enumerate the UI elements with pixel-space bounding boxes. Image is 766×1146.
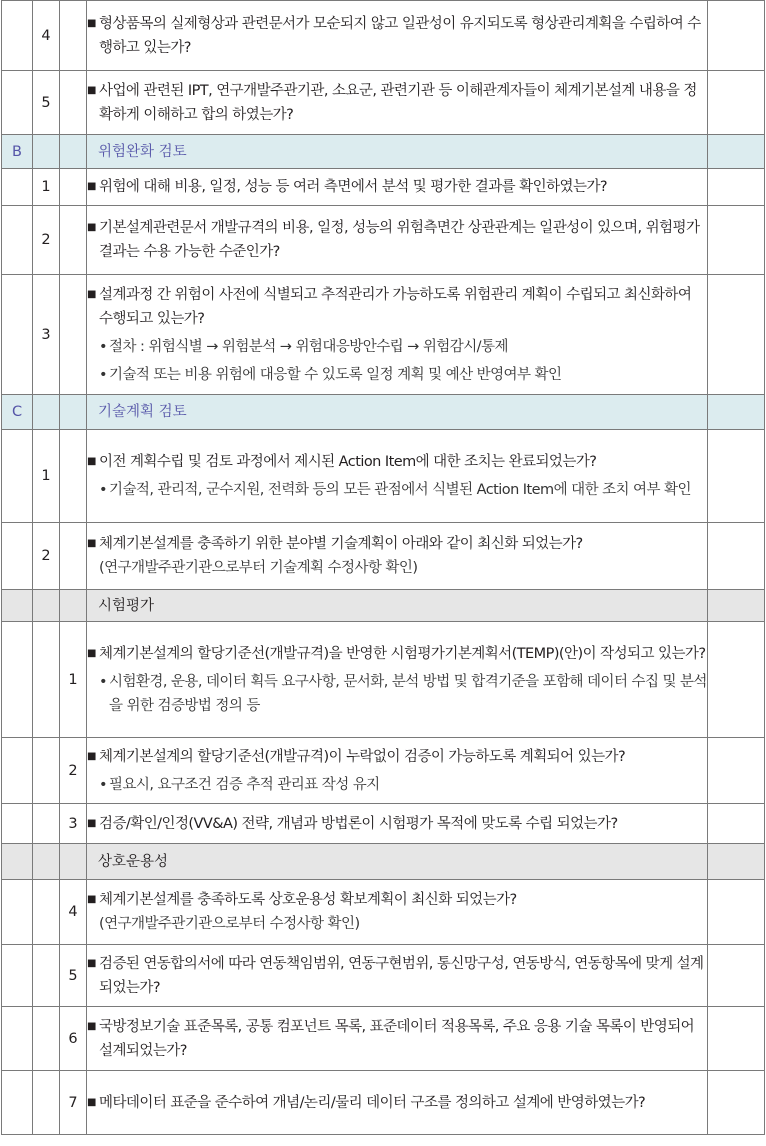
group-header-row [2, 590, 765, 622]
check-cell [708, 590, 765, 622]
item-content [87, 1, 708, 71]
section-title: 기술계획 검토 [87, 395, 708, 430]
empty-cell [2, 1007, 33, 1071]
bullet-point: • 필요시, 요구조건 검증 추적 관리표 작성 유지 [87, 773, 707, 797]
empty-cell [2, 1071, 33, 1135]
checklist-row [2, 738, 765, 804]
check-cell [708, 71, 765, 135]
empty-cell [33, 1007, 60, 1071]
check-cell [708, 169, 765, 206]
section-code: C [2, 395, 33, 430]
empty-cell [33, 738, 60, 804]
item-content [87, 71, 708, 135]
empty-cell [33, 135, 60, 169]
check-cell [708, 395, 765, 430]
empty-cell [33, 1071, 60, 1135]
question-text: ■ 검증/확인/인정(VV&A) 전략, 개념과 방법론이 시험평가 목적에 맞도록 수립 되었는가? [87, 812, 707, 836]
item-content [87, 1071, 708, 1135]
item-number: 3 [33, 275, 60, 395]
check-cell [708, 844, 765, 880]
check-cell [708, 738, 765, 804]
empty-cell [2, 804, 33, 844]
empty-cell [60, 206, 87, 275]
checklist-row [2, 804, 765, 844]
empty-cell [33, 880, 60, 945]
item-number: 2 [33, 523, 60, 590]
section-code [2, 590, 33, 622]
item-content [87, 738, 708, 804]
empty-cell [2, 430, 33, 523]
checklist-row [2, 275, 765, 395]
question-note: (연구개발주관기관으로부터 수정사항 확인) [99, 916, 360, 932]
question-text: ■ 체계기본설계를 충족하기 위한 분야별 기술계획이 아래와 같이 최신화 되었는가? [87, 532, 707, 556]
question-text: ■ 메타데이터 표준을 준수하여 개념/논리/물리 데이터 구조를 정의하고 설계에 반영하였는가? [87, 1091, 707, 1115]
item-content [87, 1007, 708, 1071]
empty-cell [2, 945, 33, 1007]
empty-cell [2, 880, 33, 945]
check-cell [708, 1, 765, 71]
empty-cell [2, 1, 33, 71]
empty-cell [33, 945, 60, 1007]
item-content [87, 523, 708, 590]
item-number: 2 [33, 206, 60, 275]
item-number: 6 [60, 1007, 87, 1071]
item-content [87, 206, 708, 275]
question-text: ■ 검증된 연동합의서에 따라 연동책임범위, 연동구현범위, 통신망구성, 연동방식, 연동항목에 맞게 설계되었는가? [87, 952, 707, 1000]
item-number: 4 [60, 880, 87, 945]
item-number: 5 [33, 71, 60, 135]
section-code: B [2, 135, 33, 169]
check-cell [708, 880, 765, 945]
checklist-body [2, 1, 765, 1135]
empty-cell [2, 206, 33, 275]
empty-cell [33, 590, 60, 622]
check-cell [708, 523, 765, 590]
question-text: ■ 기본설계관련문서 개발규격의 비용, 일정, 성능의 위험측면간 상관관계는 일관성이 있으며, 위험평가 결과는 수용 가능한 수준인가? [87, 216, 707, 264]
item-content [87, 622, 708, 738]
empty-cell [60, 523, 87, 590]
checklist-row [2, 169, 765, 206]
empty-cell [33, 395, 60, 430]
item-content [87, 275, 708, 395]
checklist-row [2, 1, 765, 71]
check-cell [708, 1007, 765, 1071]
group-title: 상호운용성 [87, 844, 708, 880]
item-number: 1 [33, 169, 60, 206]
question-text: ■ 위험에 대해 비용, 일정, 성능 등 여러 측면에서 분석 및 평가한 결과를 확인하였는가? [87, 175, 707, 199]
empty-cell [33, 622, 60, 738]
check-cell [708, 206, 765, 275]
question-text: ■ 체계기본설계의 할당기준선(개발규격)이 누락없이 검증이 가능하도록 계획되어 있는가? [87, 745, 707, 769]
empty-cell [60, 590, 87, 622]
checklist-row [2, 430, 765, 523]
item-content [87, 430, 708, 523]
checklist-row [2, 1007, 765, 1071]
group-header-row [2, 844, 765, 880]
empty-cell [33, 804, 60, 844]
empty-cell [60, 430, 87, 523]
section-header-row [2, 395, 765, 430]
bullet-point: • 시험환경, 운용, 데이터 획득 요구사항, 문서화, 분석 방법 및 합격기준을 포함해 데이터 수집 및 분석을 위한 검증방법 정의 등 [87, 670, 707, 718]
section-title: 위험완화 검토 [87, 135, 708, 169]
check-cell [708, 804, 765, 844]
check-cell [708, 945, 765, 1007]
question-text: ■ 체계기본설계를 충족하도록 상호운용성 확보계획이 최신화 되었는가? [87, 888, 707, 912]
empty-cell [60, 844, 87, 880]
empty-cell [2, 275, 33, 395]
check-cell [708, 275, 765, 395]
bullet-point: • 기술적, 관리적, 군수지원, 전력화 등의 모든 관점에서 식별된 Action Item에 대한 조치 여부 확인 [87, 478, 707, 502]
bullet-point: • 기술적 또는 비용 위험에 대응할 수 있도록 일정 계획 및 예산 반영여부 확인 [87, 363, 707, 387]
check-cell [708, 430, 765, 523]
item-number: 2 [60, 738, 87, 804]
item-number: 1 [60, 622, 87, 738]
question-text: ■ 설계과정 간 위험이 사전에 식별되고 추적관리가 가능하도록 위험관리 계획이 수립되고 최신화하여 수행되고 있는가? [87, 283, 707, 331]
item-number: 3 [60, 804, 87, 844]
question-note: (연구개발주관기관으로부터 기술계획 수정사항 확인) [99, 560, 418, 576]
group-title: 시험평가 [87, 590, 708, 622]
question-text: ■ 형상품목의 실제형상과 관련문서가 모순되지 않고 일관성이 유지되도록 형상관리계획을 수립하여 수행하고 있는가? [87, 12, 707, 60]
empty-cell [60, 395, 87, 430]
checklist-row [2, 622, 765, 738]
checklist-row [2, 945, 765, 1007]
checklist-row [2, 71, 765, 135]
check-cell [708, 622, 765, 738]
section-code [2, 844, 33, 880]
bullet-point: • 절차 : 위험식별 → 위험분석 → 위험대응방안수립 → 위험감시/통제 [87, 335, 707, 359]
item-number: 7 [60, 1071, 87, 1135]
empty-cell [60, 135, 87, 169]
empty-cell [60, 1, 87, 71]
checklist-table [1, 0, 765, 1135]
item-number: 5 [60, 945, 87, 1007]
question-text: ■ 사업에 관련된 IPT, 연구개발주관기관, 소요군, 관련기관 등 이해관계자들이 체계기본설계 내용을 정확하게 이해하고 합의 하였는가? [87, 79, 707, 127]
empty-cell [33, 844, 60, 880]
checklist-row [2, 523, 765, 590]
item-content [87, 804, 708, 844]
item-number: 1 [33, 430, 60, 523]
checklist-row [2, 1071, 765, 1135]
item-content [87, 880, 708, 945]
question-text: ■ 이전 계획수립 및 검토 과정에서 제시된 Action Item에 대한 조치는 완료되었는가? [87, 450, 707, 474]
empty-cell [2, 622, 33, 738]
question-text: ■ 국방정보기술 표준목록, 공통 컴포넌트 목록, 표준데이터 적용목록, 주요 응용 기술 목록이 반영되어 설계되었는가? [87, 1015, 707, 1063]
empty-cell [2, 71, 33, 135]
empty-cell [2, 169, 33, 206]
empty-cell [2, 523, 33, 590]
question-text: ■ 체계기본설계의 할당기준선(개발규격)을 반영한 시험평가기본계획서(TEMP)(안)이 작성되고 있는가? [87, 642, 707, 666]
empty-cell [60, 275, 87, 395]
empty-cell [60, 71, 87, 135]
item-number: 4 [33, 1, 60, 71]
checklist-row [2, 206, 765, 275]
checklist-row [2, 880, 765, 945]
empty-cell [60, 169, 87, 206]
item-content [87, 169, 708, 206]
empty-cell [2, 738, 33, 804]
section-header-row [2, 135, 765, 169]
item-content [87, 945, 708, 1007]
check-cell [708, 1071, 765, 1135]
check-cell [708, 135, 765, 169]
